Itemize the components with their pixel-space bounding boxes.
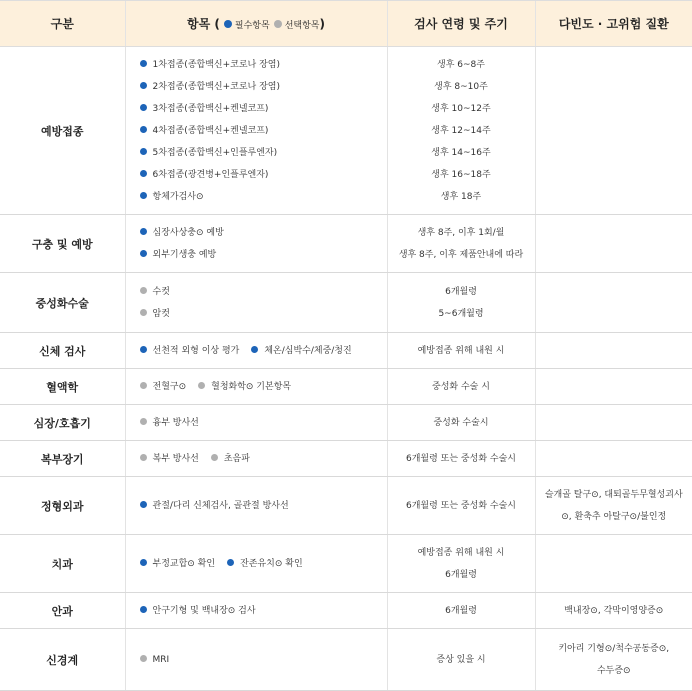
row-category: 신경계 [0,629,125,691]
item-text: 전혈구⊙ [153,382,187,392]
item-text: MRI [153,655,170,665]
item-text: 2차접종(종합백신+코로나 장염) [153,82,280,92]
age-line: 생후 8주, 이후 제품안내에 따라 [388,244,535,266]
row-items [125,535,387,593]
item-line [140,222,387,244]
item-line [140,142,387,164]
required-dot-icon [140,250,147,257]
optional-legend-label: 선택항목 [285,21,320,31]
age-line: 생후 8주, 이후 1회/월 [388,222,535,244]
item-line [140,98,387,120]
item-line [140,412,387,434]
row-category: 혈액학 [0,369,125,405]
disease-line: 백내장⊙, 각막이영양증⊙ [536,600,692,622]
table-row [0,593,692,629]
row-items [125,273,387,333]
age-line: 중성화 수술시 [388,412,535,434]
item-text: 수컷 [153,287,170,297]
item-text: 1차접종(종합백신+코로나 장염) [153,60,280,70]
item-text: 관절/다리 신체검사, 골관절 방사선 [153,501,289,511]
header-category: 구분 [0,1,125,47]
header-row [0,1,692,47]
row-items [125,629,387,691]
item-line [140,340,387,362]
row-disease [535,535,692,593]
age-line: 증상 있을 시 [388,649,535,671]
item-text: 체온/심박수/체중/청진 [264,346,351,356]
row-age [387,47,535,215]
item-line [140,76,387,98]
disease-line: 슬개골 탈구⊙, 대퇴골두무혈성괴사 [536,484,692,506]
item-line [140,244,387,266]
optional-legend-dot-icon [274,20,282,28]
row-items [125,333,387,369]
row-items [125,441,387,477]
item-line [140,281,387,303]
item-line [140,186,387,208]
row-category: 심장/호흡기 [0,405,125,441]
row-disease [535,215,692,273]
age-line: 6개월령 [388,564,535,586]
age-line: 생후 12~14주 [388,120,535,142]
required-dot-icon [140,346,147,353]
item-text: 혈청화학⊙ 기본항목 [211,382,291,392]
table-row [0,405,692,441]
row-disease [535,405,692,441]
item-text: 6차접종(광견병+인플루엔자) [153,170,269,180]
required-dot-icon [251,346,258,353]
item-text: 항체가검사⊙ [153,192,204,202]
age-line: 생후 10~12주 [388,98,535,120]
row-disease [535,369,692,405]
age-line: 중성화 수술 시 [388,376,535,398]
row-category: 정형외과 [0,477,125,535]
optional-dot-icon [211,454,218,461]
table-row [0,369,692,405]
row-disease [535,629,692,691]
row-age [387,593,535,629]
item-text: 잔존유치⊙ 확인 [240,559,303,569]
row-age [387,477,535,535]
required-dot-icon [140,60,147,67]
age-line: 예방접종 위해 내원 시 [388,340,535,362]
optional-dot-icon [140,309,147,316]
row-category: 치과 [0,535,125,593]
required-dot-icon [140,559,147,566]
row-disease [535,333,692,369]
table-row [0,477,692,535]
item-text: 외부기생충 예방 [153,250,217,260]
item-text: 3차접종(종합백신+켄넬코프) [153,104,269,114]
table-row [0,333,692,369]
optional-dot-icon [140,454,147,461]
row-disease [535,47,692,215]
header-items-suffix: ) [319,17,324,31]
item-line [140,553,387,575]
age-line: 생후 6~8주 [388,54,535,76]
table-row [0,215,692,273]
item-line [140,164,387,186]
required-dot-icon [140,501,147,508]
row-disease [535,477,692,535]
item-text: 복부 방사선 [153,454,199,464]
row-age [387,535,535,593]
age-line: 6개월령 또는 중성화 수술시 [388,495,535,517]
required-dot-icon [140,192,147,199]
item-line [140,448,387,470]
row-age [387,441,535,477]
header-disease: 다빈도 · 고위험 질환 [535,1,692,47]
item-line [140,376,387,398]
required-dot-icon [140,606,147,613]
age-line: 예방접종 위해 내원 시 [388,542,535,564]
item-text: 흉부 방사선 [153,418,199,428]
required-legend-label: 필수항목 [235,21,270,31]
row-age [387,215,535,273]
row-items [125,47,387,215]
item-text: 선천적 외형 이상 평가 [153,346,240,356]
table-row [0,535,692,593]
row-items [125,405,387,441]
row-age [387,369,535,405]
required-dot-icon [227,559,234,566]
header-items-prefix: 항목 ( [187,17,220,31]
age-line: 생후 14~16주 [388,142,535,164]
required-dot-icon [140,126,147,133]
age-line: 6개월령 또는 중성화 수술시 [388,448,535,470]
table-row [0,273,692,333]
header-age: 검사 연령 및 주기 [387,1,535,47]
item-text: 심장사상충⊙ 예방 [153,228,224,238]
item-line [140,120,387,142]
header-items [125,1,387,47]
row-disease [535,273,692,333]
row-category: 안과 [0,593,125,629]
item-line [140,54,387,76]
item-line [140,649,387,671]
required-legend-dot-icon [224,20,232,28]
table-row [0,47,692,215]
required-dot-icon [140,82,147,89]
disease-line: 키아리 기형⊙/척수공동증⊙, [536,638,692,660]
age-line: 5~6개월령 [388,303,535,325]
item-line [140,600,387,622]
disease-line: 수두증⊙ [536,660,692,682]
table-row [0,629,692,691]
required-dot-icon [140,228,147,235]
row-disease [535,441,692,477]
age-line: 6개월령 [388,600,535,622]
item-text: 초음파 [224,454,250,464]
row-age [387,273,535,333]
row-disease [535,593,692,629]
optional-dot-icon [140,655,147,662]
item-text: 암컷 [153,309,170,319]
row-age [387,405,535,441]
required-dot-icon [140,170,147,177]
optional-dot-icon [140,418,147,425]
row-age [387,333,535,369]
row-category: 복부장기 [0,441,125,477]
table-body [0,47,692,691]
optional-dot-icon [198,382,205,389]
age-line: 생후 8~10주 [388,76,535,98]
item-line [140,495,387,517]
optional-dot-icon [140,382,147,389]
required-dot-icon [140,104,147,111]
row-category: 중성화수술 [0,273,125,333]
row-items [125,477,387,535]
age-line: 6개월령 [388,281,535,303]
row-category: 예방접종 [0,47,125,215]
row-items [125,215,387,273]
row-items [125,369,387,405]
row-category: 신체 검사 [0,333,125,369]
row-category: 구충 및 예방 [0,215,125,273]
table-row [0,441,692,477]
row-age [387,629,535,691]
item-text: 5차접종(종합백신+인플루엔자) [153,148,278,158]
age-line: 생후 18주 [388,186,535,208]
item-text: 안구기형 및 백내장⊙ 검사 [153,606,256,616]
age-line: 생후 16~18주 [388,164,535,186]
item-text: 4차접종(종합백신+켄넬코프) [153,126,269,136]
item-text: 부정교합⊙ 확인 [153,559,216,569]
item-line [140,303,387,325]
required-dot-icon [140,148,147,155]
row-items [125,593,387,629]
optional-dot-icon [140,287,147,294]
disease-line: ⊙, 환축추 아탈구⊙/불인정 [536,506,692,528]
